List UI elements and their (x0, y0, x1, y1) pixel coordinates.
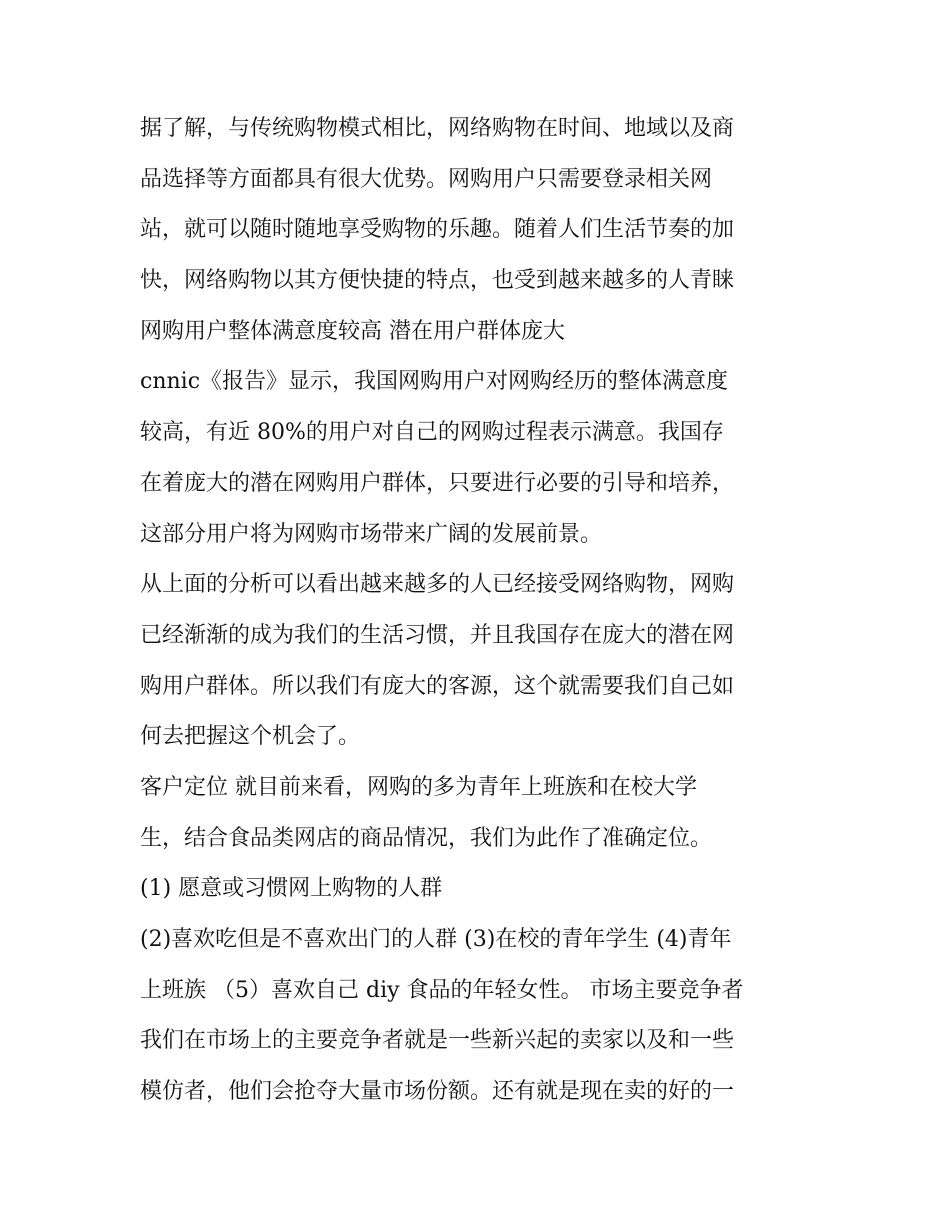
text-line: 模仿者，他们会抢夺大量市场份额。还有就是现在卖的好的一 (140, 1079, 735, 1105)
text-line: 站，就可以随时随地享受购物的乐趣。随着人们生活节奏的加 (140, 217, 735, 243)
section-heading: 网购用户整体满意度较高 潜在用户群体庞大 (140, 318, 565, 344)
document-body (140, 104, 820, 1118)
text-line: 上班族 （5）喜欢自己 diy 食品的年轻女性。 市场主要竞争者 (140, 977, 744, 1003)
text-line: 快，网络购物以其方便快捷的特点，也受到越来越多的人青睐 (140, 268, 735, 294)
text-line: 品选择等方面都具有很大优势。网购用户只需要登录相关网 (140, 166, 713, 192)
text-line: cnnic《报告》显示，我国网购用户对网购经历的整体满意度 (140, 369, 729, 395)
text-line: 这部分用户将为网购市场带来广阔的发展前景。 (140, 521, 603, 547)
text-line: 客户定位 就目前来看，网购的多为青年上班族和在校大学 (140, 774, 697, 800)
list-item: (2)喜欢吃但是不喜欢出门的人群 (3)在校的青年学生 (4)青年 (140, 927, 732, 952)
text-line: 生，结合食品类网店的商品情况，我们为此作了准确定位。 (140, 825, 713, 851)
text-line: 据了解，与传统购物模式相比，网络购物在时间、地域以及商 (140, 116, 735, 141)
text-line: 已经渐渐的成为我们的生活习惯，并且我国存在庞大的潜在网 (140, 622, 735, 648)
text-line: 较高，有近 80%的用户对自己的网购过程表示满意。我国存 (140, 420, 724, 446)
text-line: 在着庞大的潜在网购用户群体，只要进行必要的引导和培养， (140, 470, 735, 496)
text-line: 购用户群体。所以我们有庞大的客源，这个就需要我们自己如 (140, 673, 735, 699)
text-line: 何去把握这个机会了。 (140, 724, 361, 750)
text-line: 我们在市场上的主要竞争者就是一些新兴起的卖家以及和一些 (140, 1028, 735, 1054)
list-item: (1) 愿意或习惯网上购物的人群 (140, 876, 443, 902)
text-line: 从上面的分析可以看出越来越多的人已经接受网络购物，网购 (140, 572, 735, 598)
